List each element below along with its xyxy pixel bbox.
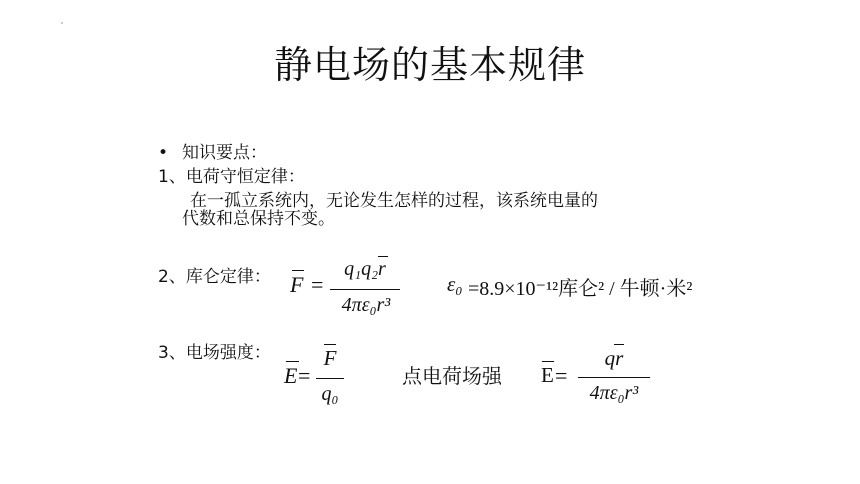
epsilon-symbol: ε₀ xyxy=(447,272,463,296)
vector-arrow-icon xyxy=(292,270,304,271)
vector-arrow-icon xyxy=(614,344,624,345)
item2-heading: 2、库仑定律： xyxy=(158,267,271,287)
field-numerator: F xyxy=(323,346,337,370)
item1-desc-line2: 代数和总保持不变。 xyxy=(182,209,335,229)
coulomb-lhs: F xyxy=(290,272,304,297)
point-charge-label: 点电荷场强 xyxy=(402,364,502,388)
field2-equals: = xyxy=(555,363,568,388)
field-denominator: q₀ xyxy=(321,383,339,405)
vector-arrow-icon xyxy=(324,344,336,345)
field2-numerator: qr xyxy=(604,346,624,370)
coulomb-fraction-bar xyxy=(330,289,400,290)
bullet-icon: • xyxy=(158,143,169,163)
field2-lhs: E xyxy=(541,363,554,387)
item1-desc-line1: 在一孤立系统内，无论发生怎样的过程，该系统电量的 xyxy=(190,191,598,211)
vector-arrow-icon xyxy=(286,361,299,362)
field-fraction-bar xyxy=(316,378,344,379)
item1-heading: 1、电荷守恒定律： xyxy=(158,167,305,187)
field2-denominator: 4πε₀r³ xyxy=(589,382,639,404)
field2-fraction-bar xyxy=(578,377,650,378)
coulomb-numerator: q₁q₂r xyxy=(344,258,386,280)
coulomb-denominator: 4πε₀r³ xyxy=(341,294,391,316)
points-heading: 知识要点： xyxy=(182,143,267,163)
epsilon-value: =8.9×10⁻¹²库仑² / 牛顿·米² xyxy=(468,278,693,300)
field-lhs: E xyxy=(284,363,298,388)
coulomb-equals: = xyxy=(311,272,324,297)
vector-arrow-icon xyxy=(378,256,388,257)
vector-arrow-icon xyxy=(542,361,554,362)
field-equals: = xyxy=(298,363,311,388)
corner-dot xyxy=(61,22,63,24)
item3-heading: 3、电场强度： xyxy=(158,343,271,363)
page-title: 静电场的基本规律 xyxy=(273,43,586,87)
